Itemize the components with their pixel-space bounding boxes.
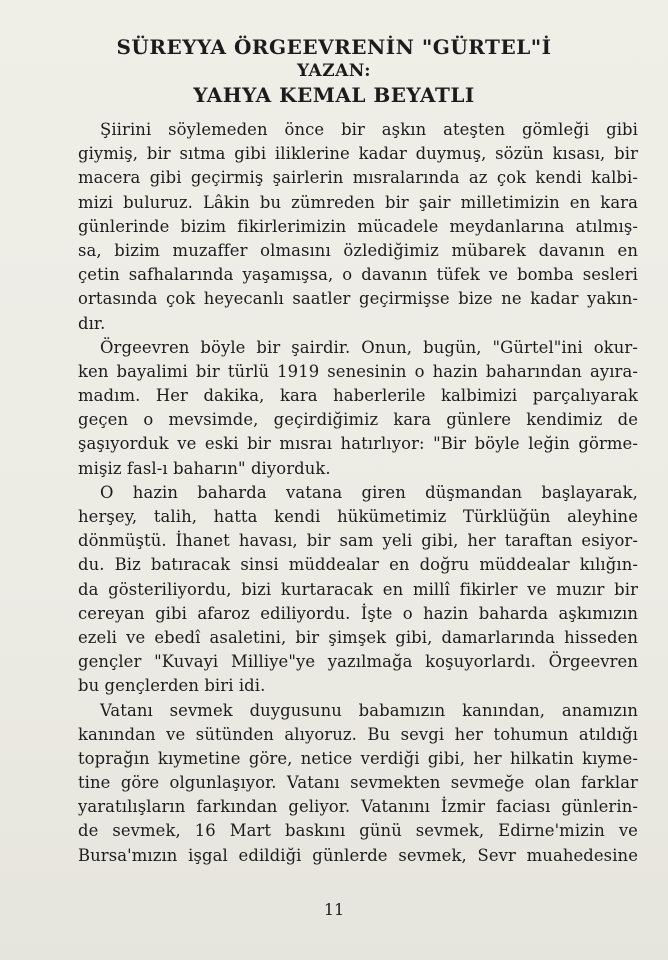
text-line: Vatanı sevmek duygusunu babamızın kanından, anamızın: [100, 700, 638, 720]
byline-label: YAZAN:: [296, 61, 372, 81]
text-line: dönmüştü. İhanet havası, bir sam yeli gibi, her taraftan esiyor-: [78, 531, 638, 551]
text-line: macera gibi geçirmiş şairlerin mısralarında az çok kendi kalbi-: [78, 168, 638, 188]
text-line: da gösteriliyordu, bizi kurtaracak en millî fikirler ve muzır bir: [78, 579, 638, 599]
text-line: sa, bizim muzaffer olmasını özlediğimiz mübarek davanın en: [78, 240, 638, 260]
text-line: şaşıyorduk ve eski bir mısraı hatırlıyor: "Bir böyle leğin görme-: [78, 434, 638, 454]
text-line: cereyan gibi afaroz ediliyordu. İşte o hazin baharda aşkımızın: [78, 603, 638, 623]
article-heading: [0, 34, 668, 108]
text-line: çetin safhalarında yaşamışsa, o davanın tüfek ve bomba sesleri: [78, 265, 638, 285]
text-line: Bursa'mızın işgal edildiği günlerde sevmek, Sevr muahedesine: [78, 845, 638, 865]
text-line: toprağın kıymetine göre, netice verdiği gibi, her hilkatin kıyme-: [78, 748, 638, 768]
page-number: 11: [323, 900, 345, 919]
text-line: ortasında çok heyecanlı saatler geçirmişse bize ne kadar yakın-: [78, 289, 638, 309]
text-line: yaratılışların farkından geliyor. Vatanını İzmir faciası günlerin-: [78, 797, 638, 817]
text-line: O hazin baharda vatana giren düşmandan başlayarak,: [100, 482, 638, 502]
author-name: YAHYA KEMAL BEYATLI: [193, 83, 475, 107]
article-title: SÜREYYA ÖRGEEVRENİN "GÜRTEL"İ: [116, 35, 552, 59]
text-line: kanından ve sütünden alıyoruz. Bu sevgi her tohumun atıldığı: [78, 724, 638, 744]
text-line: madım. Her dakika, kara haberlerile kalbimizi parçalıyarak: [78, 386, 638, 406]
text-line: gençler "Kuvayi Milliye"ye yazılmağa koşuyorlardı. Örgeevren: [78, 652, 638, 672]
text-line: ezeli ve ebedî asaletini, bir şimşek gibi, damarlarında hisseden: [78, 627, 638, 647]
text-line: Örgeevren böyle bir şairdir. Onun, bugün, "Gürtel"ini okur-: [100, 337, 638, 357]
text-line: tine göre olgunlaşıyor. Vatanı sevmekten sevmeğe olan farklar: [78, 773, 638, 793]
text-line: mizi buluruz. Lâkin bu zümreden bir şair milletimizin en kara: [78, 192, 638, 212]
text-line: günlerinde bizim fikirlerimizin mücadele meydanlarına atılmış-: [78, 216, 638, 236]
text-line: geçen o mevsimde, geçirdiğimiz kara günlere kendimiz de: [78, 410, 638, 430]
text-line: herşey, talih, hatta kendi hükümetimiz Türklüğün aleyhine: [78, 507, 638, 526]
text-line: de sevmek, 16 Mart baskını günü sevmek, Edirne'mizin ve: [78, 821, 638, 841]
text-line: du. Biz batıracak sinsi müddealar en doğru müddealar kılığın-: [78, 555, 638, 575]
text-line: giymiş, bir sıtma gibi iliklerine kadar duymuş, sözün kısası, bir: [78, 144, 638, 164]
text-line: dır.: [78, 313, 106, 333]
text-line: ken bayalimi bir türlü 1919 senesinin o hazin baharından ayıra-: [78, 361, 638, 381]
text-line: mişiz fasl-ı baharın" diyorduk.: [78, 458, 331, 478]
article-body: [78, 118, 638, 868]
text-line: Şiirini söylemeden önce bir aşkın ateşten gömleği gibi: [100, 120, 638, 139]
text-line: bu gençlerden biri idi.: [78, 676, 266, 696]
